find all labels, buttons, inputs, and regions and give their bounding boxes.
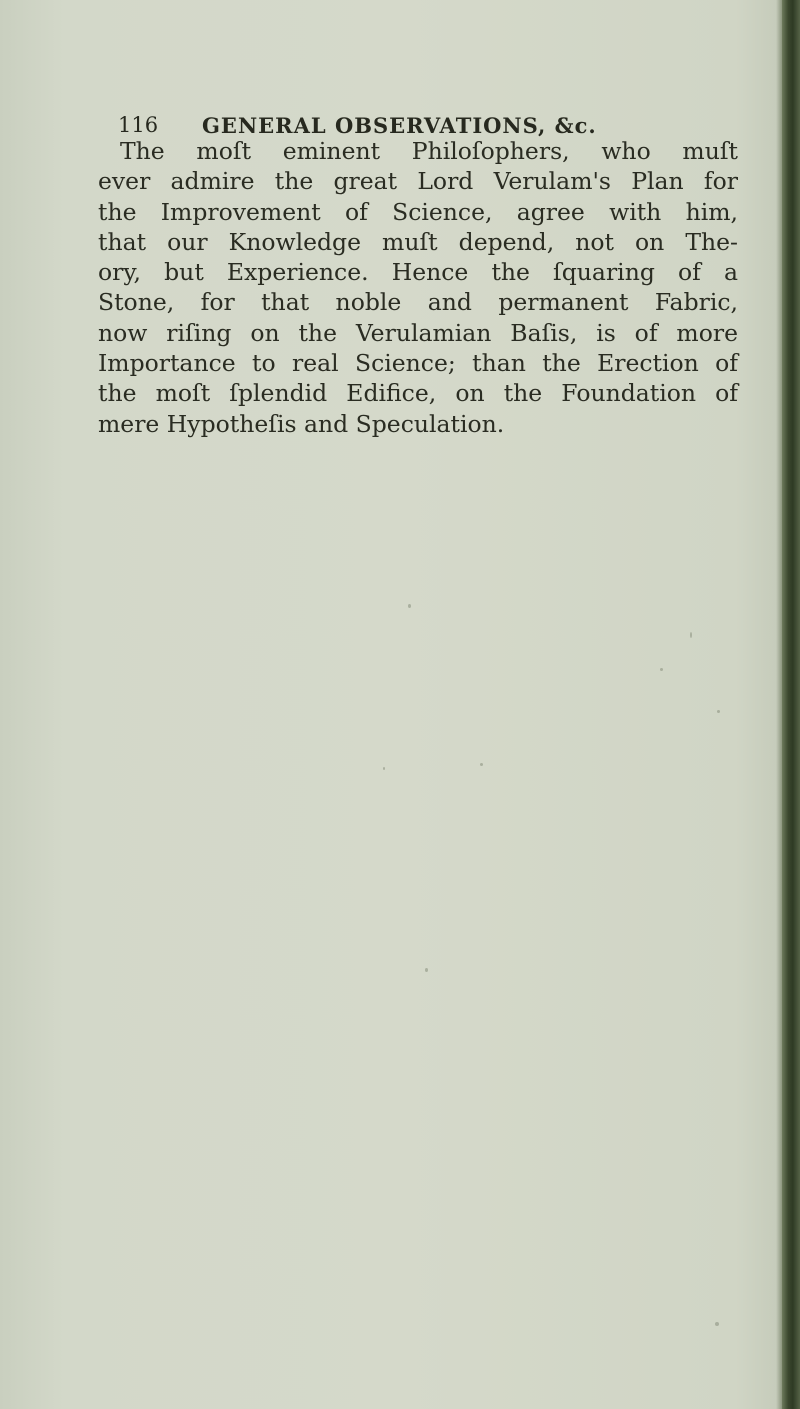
- paper-speck: [425, 968, 428, 972]
- text-line: that our Knowledge muſt depend, not on The-: [98, 227, 738, 256]
- text-line: ory, but Experience. Hence the ſquaring of a: [98, 258, 738, 287]
- page-number: 116: [118, 113, 159, 137]
- paper-speck: [660, 668, 663, 671]
- paper-speck: [408, 604, 411, 608]
- binding-gutter: [782, 0, 800, 1409]
- paper-speck: [715, 1322, 719, 1326]
- text-line: now riſing on the Verulamian Baſis, is of more: [98, 318, 738, 347]
- text-line: The moſt eminent Philoſophers, who muſt: [120, 137, 738, 165]
- text-line: Importance to real Science; than the Erection of: [98, 349, 738, 378]
- running-head: GENERAL OBSERVATIONS, &c.: [202, 113, 597, 138]
- paper-speck: [383, 767, 385, 770]
- text-line: the moſt ſplendid Edifice, on the Foundation of: [98, 379, 738, 408]
- text-line: Stone, for that noble and permanent Fabric,: [98, 288, 738, 317]
- text-line: the Improvement of Science, agree with him,: [98, 197, 738, 226]
- paper-speck: [717, 710, 720, 713]
- paper-speck: [690, 632, 692, 638]
- paragraph: [98, 136, 738, 439]
- text-line: mere Hypotheſis and Speculation.: [98, 409, 505, 438]
- text-line: ever admire the great Lord Verulam's Plan for: [98, 167, 738, 196]
- paper-speck: [480, 763, 483, 766]
